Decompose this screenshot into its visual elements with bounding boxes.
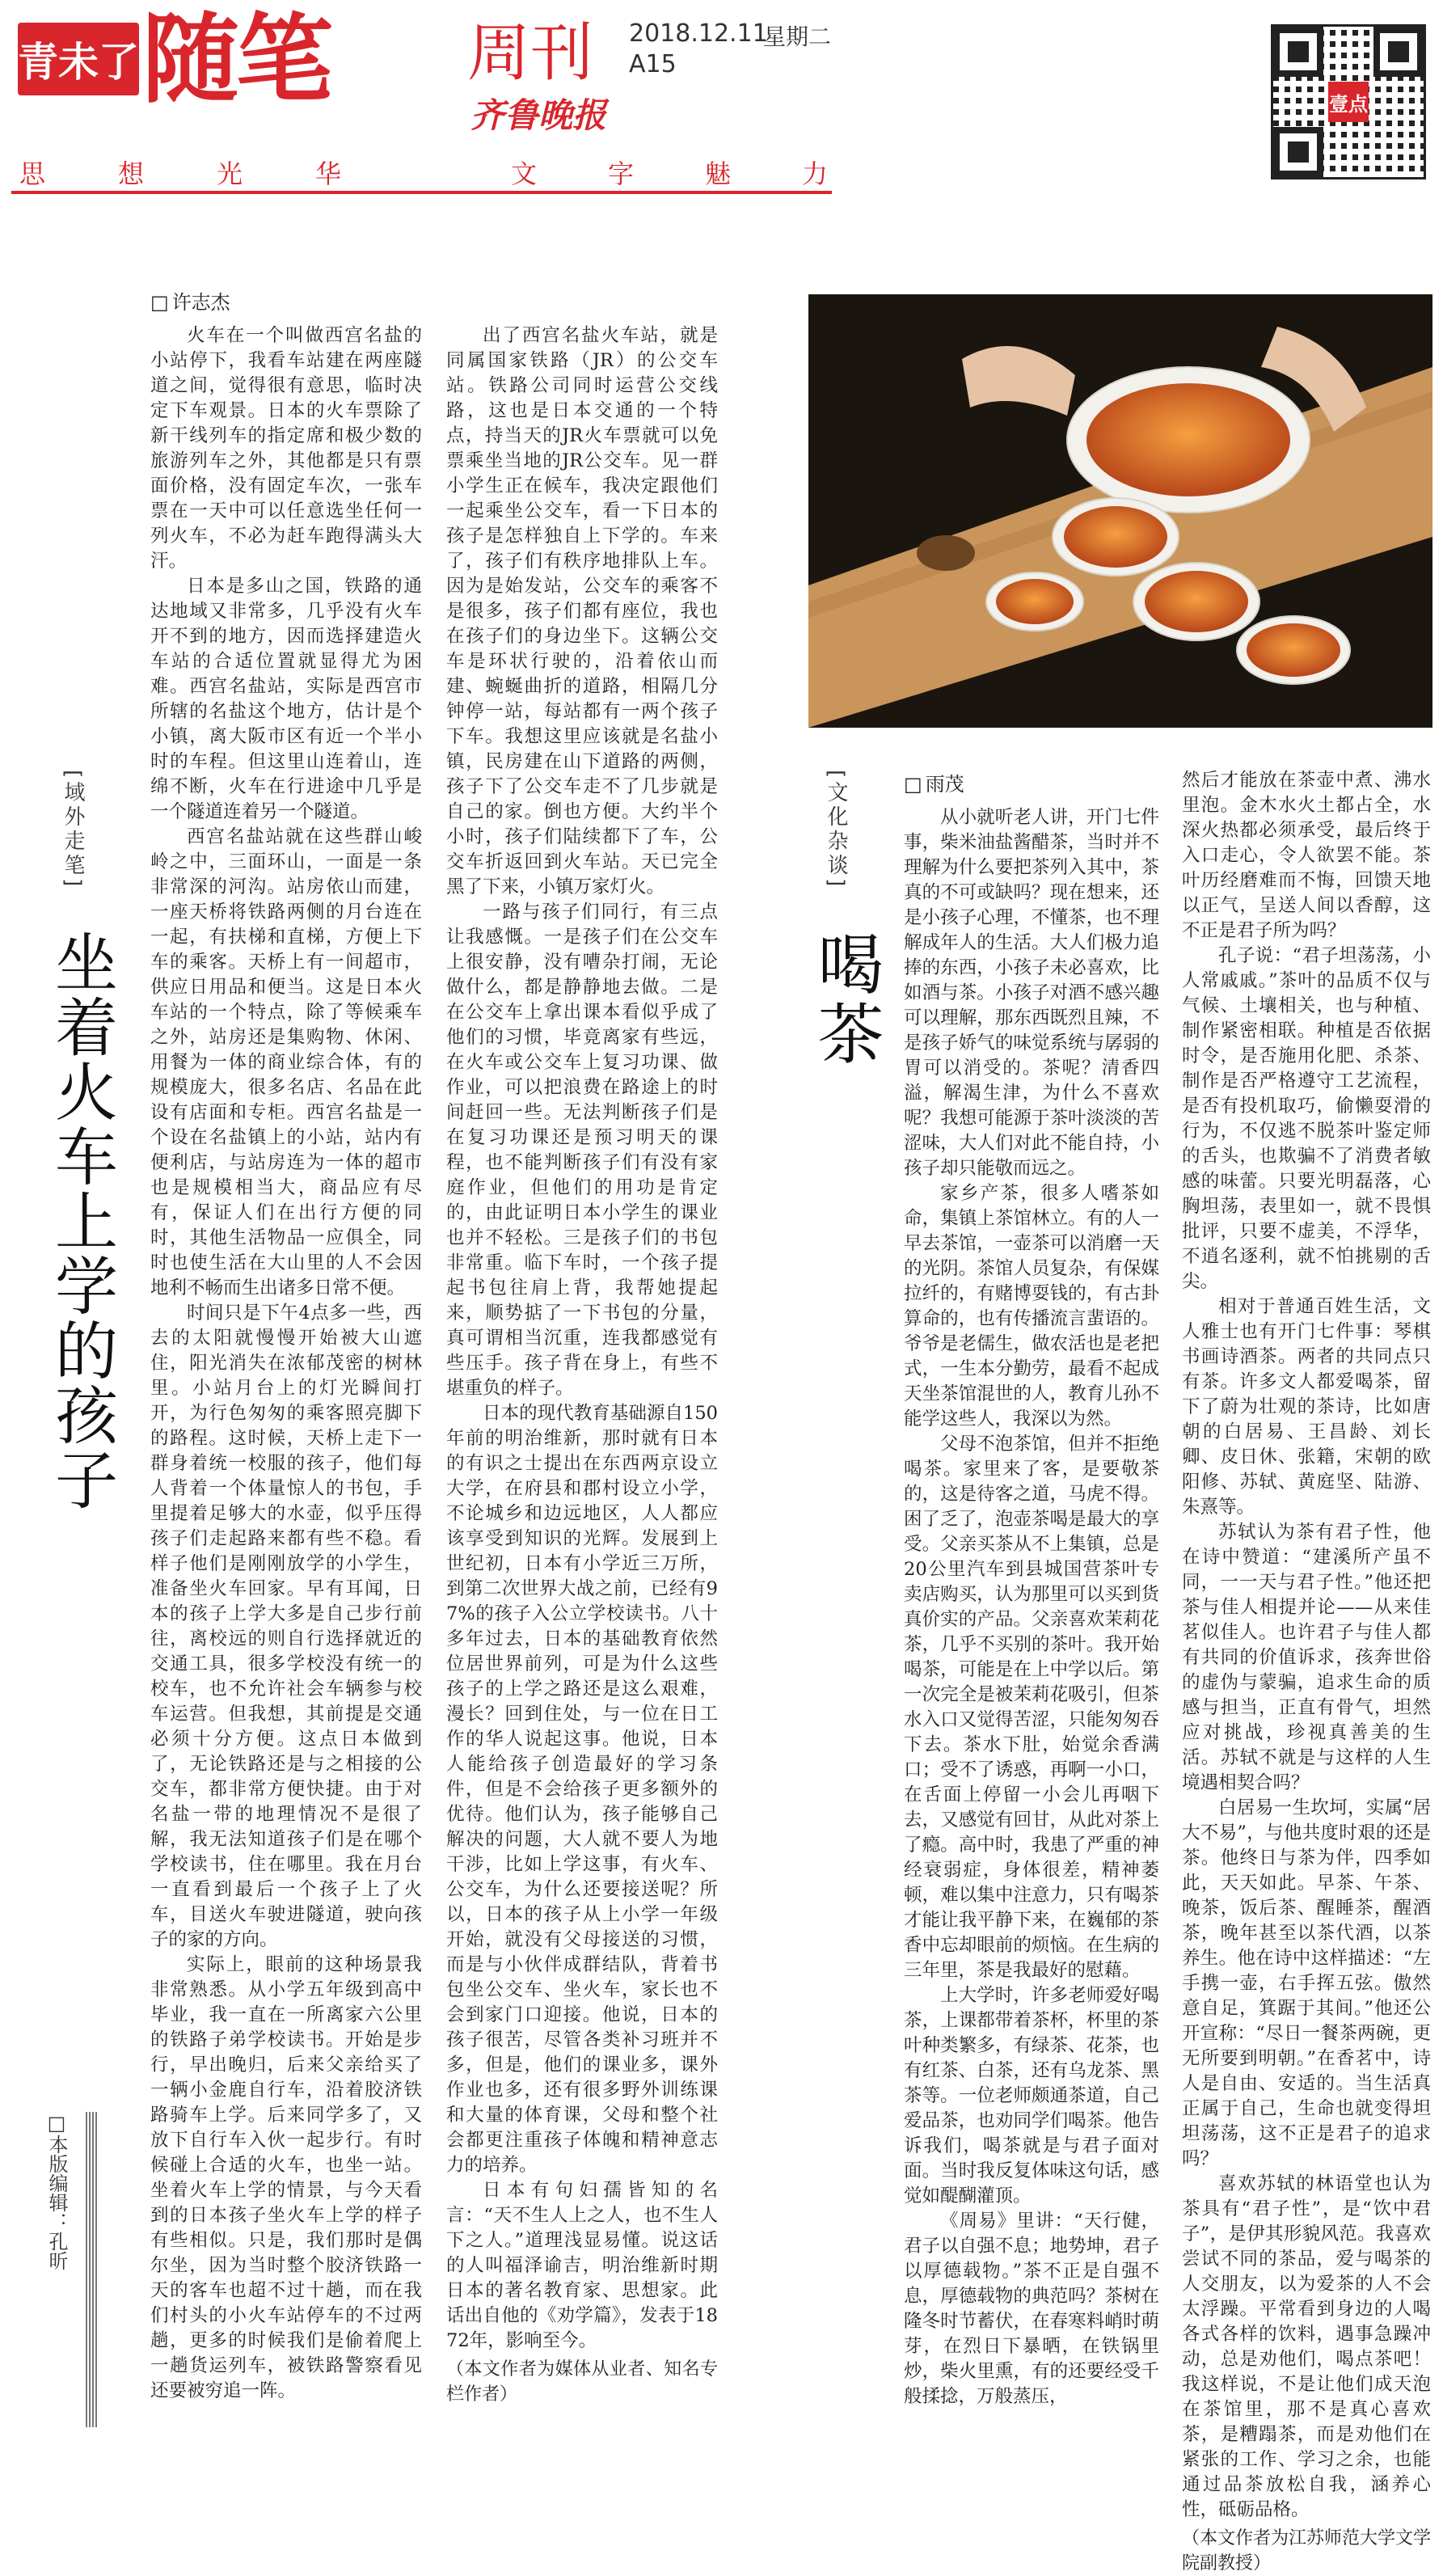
slogan-char: 华 [315,158,342,189]
tea-photo [808,294,1432,728]
article2-column-1 [904,805,1159,2409]
article2-paragraph: 父母不泡茶馆，但并不拒绝喝茶。家里来了客，是要敬茶的，这是待客之道，马虎不得。困了乏了，泡壶茶喝是最大的享受。父亲买茶从不上集镇，总是20公里汽车到县城国营茶叶专卖店购买，认为那里可以买到货真价实的产品。父亲喜欢茉莉花茶，几乎不买别的茶叶。我开始喝茶，可能是在上中学以后。第一次完全是被茉莉花吸引，但茶水入口又觉得苦涩，只能匆匆吞下去。茶水下肚，始觉余香满口；受不了诱惑，再啊一小口，在舌面上停留一小会儿再咽下去，又感觉有回甘，从此对茶上了瘾。高中时，我患了严重的神经衰弱症，身体很差，精神萎顿，难以集中注意力，只有喝茶才能让我平静下来，在巍郁的茶香中忘却眼前的烦恼。在生病的三年里，茶是我最好的慰藉。 [904,1434,1159,1981]
article1-title: 坐着火车上学的孩子 [44,930,117,1512]
qr-finder-icon [1273,127,1323,177]
article1-author-note: （本文作者为媒体从业者、知名专栏作者） [446,2359,718,2405]
page-number: A15 [629,50,677,78]
qr-code[interactable] [1271,24,1426,179]
article2-paragraph: 孔子说：“君子坦荡荡，小人常戚戚。”茶叶的品质不仅与气候、土壤相关，也与种植、制作紧密相联。种植是否依据时令，是否施用化肥、杀茶、制作是否严格遵守工艺流程，是否有投机取巧，偷懒耍滑的行为，不仅逃不脱茶叶鉴定师的舌头，也欺骗不了消费者敏感的味蕾。只要光明磊落，心胸坦荡，表里如一，就不畏惧批评，只要不虚美，不浮华，不逍名逐利，就不怕挑剔的舌尖。 [1182,945,1431,1292]
article2-column-label: [文化杂谈] [824,770,848,890]
article1-paragraph: 出了西宫名盐火车站，就是同属国家铁路（JR）的公交车站。铁路公司同时运营公交线路，这也是日本交通的一个特点，持当天的JR火车票就可以免票乘坐当地的JR公交车。见一群小学生正在候车，我决定跟他们一起乘坐公交车，看一下日本的孩子是怎样独自上下学的。车来了，孩子们有秩序地排队上车。因为是始发站，公交车的乘客不是很多，孩子们都有座位，我也在孩子们的身边坐下。这辆公交车是环状行驶的，沿着依山而建、蜿蜒曲折的道路，相隔几分钟停一站，每站都有一两个孩子下车。我想这里应该就是名盐小镇，民房建在山下道路的两侧，孩子下了公交车走不了几步就是自己的家。倒也方便。大约半个小时，孩子们陆续都下了车，公交车折返回到火车站。天已完全黑了下来，小镇万家灯火。 [446,325,718,897]
article1-column-label: [域外走笔] [61,770,85,890]
article2-author-note: （本文作者为江苏师范大学文学院副教授） [1182,2528,1432,2574]
article1-column-name: 域外走笔 [61,781,85,879]
article1-column-1 [150,323,422,2404]
masthead-divider [11,191,832,194]
newspaper-name: 齐鲁晚报 [470,95,607,135]
slogan-char: 魅 [705,158,732,189]
article1-author: □ 许志杰 [150,286,230,315]
article2-paragraph: 《周易》里讲：“天行健，君子以自强不息；地势坤，君子以厚德载物。”茶不正是自强不息，厚德载物的典范吗？茶树在隆冬时节蓄伏，在春寒料峭时萌芽，在烈日下暴晒，在铁锅里炒，柴火里熏，有的还要经受千般揉捻，万般蒸压， [904,2211,1159,2407]
article1-paragraph: 日本的现代教育基础源自150年前的明治维新，那时就有日本的有识之士提出在东西两京设立大学，在府县和郡村设立小学，不论城乡和边远地区，人人都应该享受到知识的光辉。发展到上世纪初，日本有小学近三万所，到第二次世界大战之前，已经有97%的孩子入公立学校读书。八十多年过去，日本的基础教育依然位居世界前列，可是为什么这些孩子的上学之路还是这么艰难，漫长？回到住处，与一位在日工作的华人说起这事。他说，日本人能给孩子创造最好的学习条件，但是不会给孩子更多额外的优待。他们认为，孩子能够自己解决的问题，大人就不要人为地干涉，比如上学这事，有火车、公交车，为什么还要接送呢？所以，日本的孩子从上小学一年级开始，就没有父母接送的习惯，而是与小伙伴成群结队，背着书包坐公交车、坐火车，家长也不会到家门口迎接。他说，日本的孩子很苦，尽管各类补习班并不多，但是，他们的课业多，课外作业也多，还有很多野外训练课和大量的体育课，父母和整个社会都更注重孩子体魄和精神意志力的培养。 [446,1403,718,2176]
weekly-label: 周刊 [467,17,594,90]
slogan-char: 光 [217,158,243,189]
slogan-char: 文 [511,158,538,189]
qr-finder-icon [1273,27,1323,77]
article1-paragraph: 西宫名盐站就在这些群山峻岭之中，三面环山，一面是一条非常深的河沟。站房依山而建，一座天桥将铁路两侧的月台连在一起，有扶梯和直梯，方便上下车的乘客。天桥上有一间超市，供应日用品和便当。这是日本火车站的一个特点，除了等候乘车之外，站房还是集购物、休闲、用餐为一体的商业综合体，有的规模庞大，很多名店、名品在此设有店面和专柜。西宫名盐是一个设在名盐镇上的小站，站内有便利店，与站房连为一体的超市也是规模相当大，商品应有尽有，保证人们在出行方便的同时，其他生活物品一应俱全，同时也使生活在大山里的人不会因地利不畅而生出诸多日常不便。 [150,826,422,1299]
article2-paragraph: 从小就听老人讲，开门七件事，柴米油盐酱醋茶，当时并不理解为什么要把茶列入其中，茶真的不可或缺吗？现在想来，还是小孩子心理，不懂茶，也不理解成年人的生活。大人们极力追捧的东西，小孩子未必喜欢，比如酒与茶。小孩子对酒不感兴趣可以理解，那东西既烈且辣，不是孩子娇气的味觉系统与孱弱的胃可以消受的。茶呢？清香四溢，解渴生津，为什么不喜欢呢？我想可能源于茶叶淡淡的苦涩味，大人们对此不能自持，小孩子却只能敬而远之。 [904,807,1159,1179]
brand-logo: 青未了 [18,23,139,95]
article2-paragraph: 苏轼认为茶有君子性，他在诗中赞道：“建溪所产虽不同，一一天与君子性。”他还把茶与佳人相提并论——从来佳茗似佳人。也许君子与佳人都有共同的价值诉求，孩奔世俗的虚伪与蒙骗，追求生命的质感与担当，正直有骨气，坦然应对挑战，珍视真善美的生活。苏轼不就是与这样的人生境遇相契合吗？ [1182,1522,1431,1793]
article1-paragraph: 日本有句妇孺皆知的名言：“天不生人上之人，也不生人下之人。”道理浅显易懂。说这话的人叫福泽谕吉，明治维新时期日本的著名教育家、思想家。此话出自他的《劝学篇》，发表于1872年，影响至今。 [446,2180,718,2351]
article2-author: □ 雨茂 [904,768,964,796]
article1-paragraph: 实际上，眼前的这种场景我非常熟悉。从小学五年级到高中毕业，我一直在一所离家六公里的铁路子弟学校读书。开始是步行，早出晚归，后来父亲给买了一辆小金鹿自行车，沿着胶济铁路骑车上学。后来同学多了，又放下自行车入伙一起步行。有时候碰上合适的火车，也坐一站。坐着火车上学的情景，与今天看到的日本孩子坐火车上学的样子有些相似。只是，我们那时是偶尔坐，因为当时整个胶济铁路一天的客车也超不过十趟，而在我们村头的小火车站停车的不过两趟，更多的时候我们是偷着爬上一趟货运列车，被铁路警察看见还要被穷追一阵。 [150,1954,422,2401]
qr-finder-icon [1373,27,1424,77]
qr-center-logo: 壹点 [1328,82,1369,122]
article1-paragraph: 一路与孩子们同行，有三点让我感慨。一是孩子们在公交车上很安静，没有嘈杂打闹，无论做什么，都是静静地去做。二是在公交车上拿出课本看似乎成了他们的习惯，毕竟离家有些远，在火车或公交车上复习功课、做作业，可以把浪费在路途上的时间赶回一些。无法判断孩子们是在复习功课还是预习明天的课程，也不能判断孩子们有没有家庭作业，但他们的用功是肯定的，由此证明日本小学生的课业也并不轻松。三是孩子们的书包非常重。临下车时，一个孩子提起书包往肩上背，我帮她提起来，顺势掂了一下书包的分量，真可谓相当沉重，连我都感觉有些压手。孩子背在身上，有些不堪重负的样子。 [446,902,718,1399]
article2-title: 喝茶 [807,930,884,1069]
article1-paragraph: 时间只是下午4点多一些，西去的太阳就慢慢开始被大山遮住，阳光消失在浓郁茂密的树林里。小站月台上的灯光瞬间打开，为行色匆匆的乘客照亮脚下的路程。这时候，天桥上走下一群身着统一校服的孩子，他们每人背着一个体量惊人的书包，手里提着足够大的水壶，似乎压得孩子们走起路来都有些不稳。看样子他们是刚刚放学的小学生，准备坐火车回家。早有耳闻，日本的孩子上学大多是自己步行前往，离校远的则自行选择就近的交通工具，很多学校没有统一的校车，也不允许社会车辆参与校车运营。但我想，其前提是交通必须十分方便。这点日本做到了，无论铁路还是与之相接的公交车，都非常方便快捷。由于对名盐一带的地理情况不是很了解，我无法知道孩子们是在哪个学校读书，住在哪里。我在月台一直看到最后一个孩子上了火车，目送火车驶进隧道，驶向孩子的家的方向。 [150,1303,422,1950]
article1-paragraph: 火车在一个叫做西宫名盐的小站停下，我看车站建在两座隧道之间，觉得很有意思，临时决定下车观景。日本的火车票除了新干线列车的指定席和极少数的旅游列车之外，其他都是只有票面价格，没有固定车次，一张车票在一天中可以任意选坐任何一列火车，不必为赶车跑得满头大汗。 [150,325,422,572]
section-title: 随笔 [142,4,330,116]
article2-column-name: 文化杂谈 [824,781,848,879]
article1-paragraph: 日本是多山之国，铁路的通达地域又非常多，几乎没有火车开不到的地方，因而选择建造火车站的合适位置就显得尤为困难。西宫名盐站，实际是西宫市所辖的名盐这个地方，估计是个小镇，离大阪市区有近一个半小时的车程。但这里山连着山，连绵不断，火车在行进途中几乎是一个隧道连着另一个隧道。 [150,576,422,822]
page-editor: □本版编辑：孔昕 [45,2112,68,2270]
article2-column-2 [1182,768,1431,2576]
article2-paragraph: 然后才能放在茶壶中煮、沸水里泡。金木水火土都占全，水深火热都必须承受，最后终于入口走心，令人欲罢不能。茶叶历经磨难而不悔，回馈天地以正气，呈送人间以香醇，这不正是君子所为吗？ [1182,770,1431,941]
article2-paragraph: 家乡产茶，很多人嗜茶如命，集镇上茶馆林立。有的人一早去茶馆，一壶茶可以消磨一天的光阴。茶馆人员复杂，有保媒拉纤的，有赌博耍钱的，有古卦算命的，也有传播流言蜚语的。爷爷是老儒生，做农活也是老把式，一生本分勤劳，最看不起成天坐茶馆混世的人，教育儿孙不能学这些人，我深以为然。 [904,1183,1159,1429]
issue-weekday: 星期二 [763,23,832,50]
editor-barcode-bar [86,2112,97,2427]
slogan-char: 字 [608,158,635,189]
article2-paragraph: 喜欢苏轼的林语堂也认为茶具有“君子性”，是“饮中君子”，是伊其形貌风范。我喜欢尝试不同的茶品，爱与喝茶的人交朋友，以为爱茶的人不会太浮躁。平常看到身边的人喝各式各样的饮料，遇事急躁冲动，总是劝他们，喝点茶吧！我这样说，不是让他们成天泡在茶馆里，那不是真心喜欢茶，是糟蹋茶，而是劝他们在紧张的工作、学习之余，也能通过品茶放松自我，涵养心性，砥砺品格。 [1182,2173,1431,2520]
slogan-char: 思 [19,158,46,189]
article2-paragraph: 白居易一生坎坷，实属“居大不易”，与他共度时艰的还是茶。他终日与茶为伴，四季如此，天天如此。早茶、午茶、晚茶，饭后茶、醒睡茶，醒酒茶，晚年甚至以茶代酒，以茶养生。他在诗中这样描述：“左手携一壶，右手挥五弦。傲然意自足，箕踞于其间。”他还公开宣称：“尽日一餐茶两碗，更无所要到明朝。”在香茗中，诗人是自由、安适的。当生活真正属于自己，生命也就变得坦坦荡荡，这不正是君子的追求吗？ [1182,1797,1431,2169]
issue-date: 2018.12.11 [629,19,768,48]
slogan-char: 力 [802,158,829,189]
article2-paragraph: 相对于普通百姓生活，文人雅士也有开门七件事：琴棋书画诗酒茶。两者的共同点只有茶。许多文人都爱喝茶，留下了蔚为壮观的茶诗，比如唐朝的白居易、王昌龄、刘长卿、皮日休、张籍，宋朝的欧阳修、苏轼、黄庭坚、陆游、朱熹等。 [1182,1296,1431,1518]
article2-paragraph: 上大学时，许多老师爱好喝茶，上课都带着茶杯，杯里的茶叶种类繁多，有绿茶、花茶，也有红茶、白茶，还有乌龙茶、黑茶等。一位老师颇通茶道，自己爱品茶，也劝同学们喝茶。他告诉我们，喝茶就是与君子面对面。当时我反复体味这句话，感觉如醍醐灌顶。 [904,1985,1159,2206]
slogan-char: 想 [118,158,145,189]
article1-column-2 [446,323,718,2407]
